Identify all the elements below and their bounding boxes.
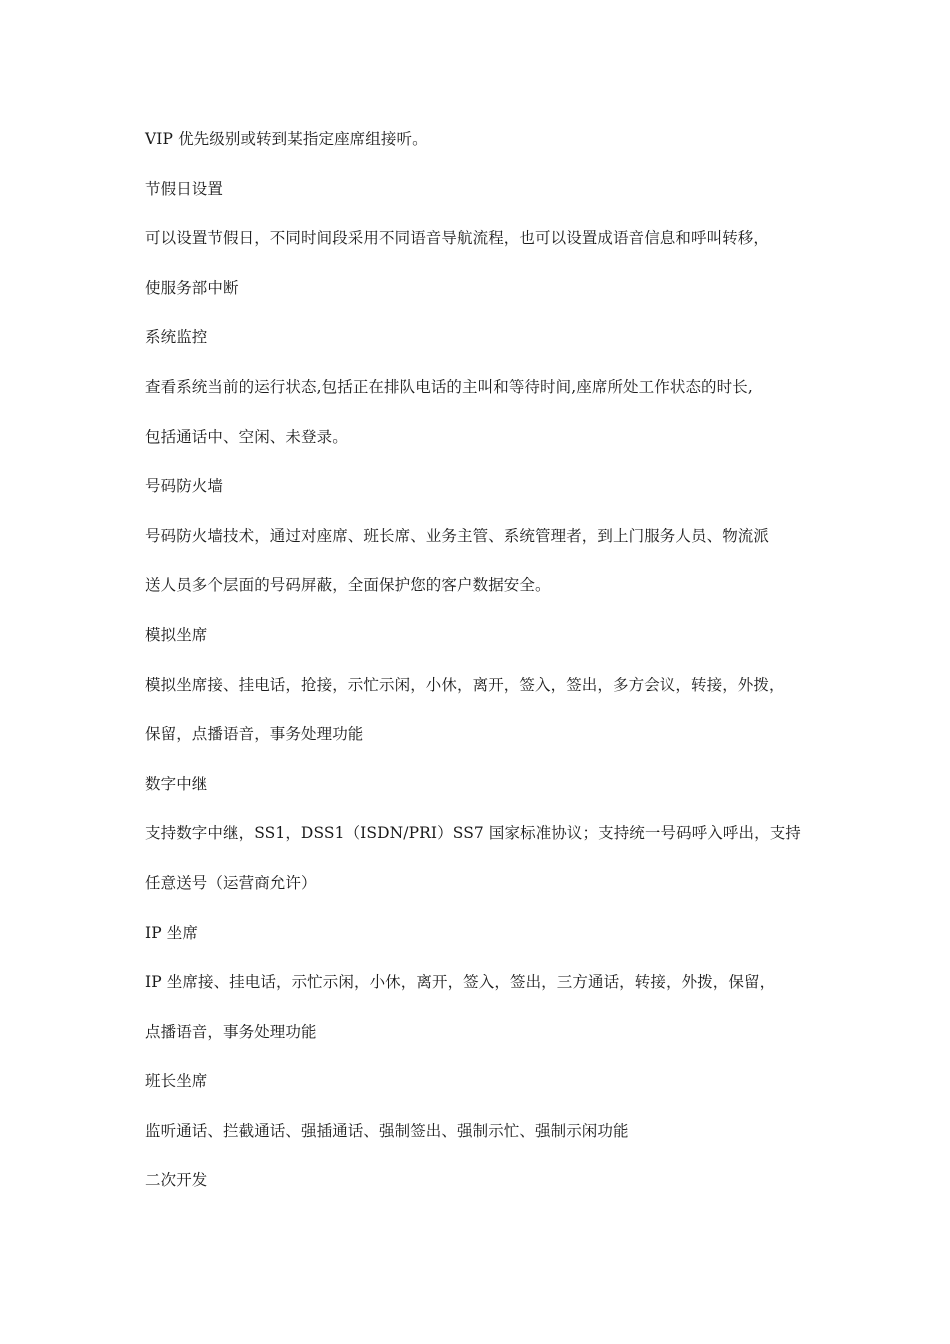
text-line: 使服务部中断 (145, 278, 239, 297)
text-line: IP 坐席接、挂电话，示忙示闲，小休，离开，签入，签出，三方通话，转接，外拨，保留， (145, 973, 776, 992)
text-line: 包括通话中、空闲、未登录。 (145, 427, 348, 446)
text-line: 送人员多个层面的号码屏蔽，全面保护您的客户数据安全。 (145, 576, 551, 595)
text-line: 点播语音，事务处理功能 (145, 1022, 317, 1041)
section-heading-supervisor-seat: 班长坐席 (145, 1072, 208, 1091)
document-body (145, 127, 815, 1218)
text-line: 支持数字中继，SS1，DSS1（ISDN/PRI）SS7 国家标准协议；支持统一号码呼入呼出，支持 (145, 824, 801, 843)
text-line: 保留，点播语音，事务处理功能 (145, 725, 364, 744)
text-line: 可以设置节假日，不同时间段采用不同语音导航流程，也可以设置成语音信息和呼叫转移， (145, 229, 770, 248)
section-heading-secondary-development: 二次开发 (145, 1171, 208, 1190)
section-heading-ip-seat: IP 坐席 (145, 923, 198, 942)
text-line: 查看系统当前的运行状态,包括正在排队电话的主叫和等待时间,座席所处工作状态的时长, (145, 377, 753, 396)
text-line: 任意送号（运营商允许） (145, 873, 317, 892)
text-line: 号码防火墙技术，通过对座席、班长席、业务主管、系统管理者，到上门服务人员、物流派 (145, 526, 770, 545)
text-line: VIP 优先级别或转到某指定座席组接听。 (145, 130, 428, 148)
section-heading-digital-trunk: 数字中继 (145, 774, 208, 793)
section-heading-system-monitoring: 系统监控 (145, 328, 208, 347)
section-heading-number-firewall: 号码防火墙 (145, 477, 224, 496)
text-line: 模拟坐席接、挂电话，抢接，示忙示闲，小休，离开，签入，签出，多方会议，转接，外拨， (145, 675, 785, 694)
text-line: 监听通话、拦截通话、强插通话、强制签出、强制示忙、强制示闲功能 (145, 1121, 629, 1140)
section-heading-analog-seat: 模拟坐席 (145, 625, 208, 644)
section-heading-holiday-settings: 节假日设置 (145, 179, 224, 198)
